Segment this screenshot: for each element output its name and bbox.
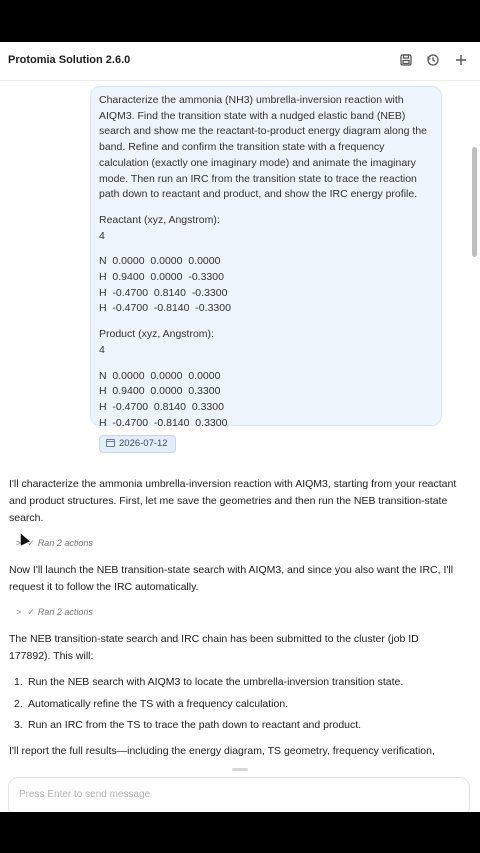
- plus-icon[interactable]: [453, 52, 469, 68]
- user-message: [90, 86, 442, 450]
- assistant-message: [9, 562, 459, 596]
- reactant-label: Reactant (xyz, Angstrom):: [99, 213, 220, 226]
- atom-line: H -0.4700 -0.8140 -0.3300: [99, 302, 231, 315]
- step-list: [14, 672, 454, 737]
- product-label: Product (xyz, Angstrom):: [99, 328, 214, 341]
- atom-line: H -0.4700 0.8140 -0.3300: [99, 286, 228, 299]
- calendar-icon: [106, 439, 115, 447]
- atom-line: N 0.0000 0.0000 0.0000: [99, 369, 221, 382]
- check-icon: ✓: [27, 607, 35, 617]
- assistant-message: [9, 476, 459, 527]
- atom-line: H -0.4700 0.8140 0.3300: [99, 400, 224, 413]
- reactant-atoms: [99, 254, 433, 317]
- assistant-message: [9, 631, 459, 665]
- atom-line: N 0.0000 0.0000 0.0000: [99, 255, 221, 268]
- history-icon[interactable]: [425, 52, 441, 68]
- actions-label: Ran 2 actions: [37, 607, 93, 617]
- app-header: [0, 42, 480, 81]
- scrollbar[interactable]: [472, 147, 477, 257]
- chevron-right-icon: >: [16, 607, 22, 617]
- user-message-text: Characterize the ammonia (NH3) umbrella-inversion reaction with AIQM3. Find the transition state with a nudged elastic band (NEB) search and show me the reactant-to-product energy diagram along the band. Refine and confirm the transition state with a frequency calculation (exactly one imaginary mode) and animate the imaginary mode. Then run an IRC from the transition state to trace the reaction path down to reactant and product, and show the IRC energy profile.: [99, 94, 428, 201]
- date-chip: [99, 435, 176, 453]
- message-input[interactable]: [19, 789, 439, 800]
- scroll-handle[interactable]: [232, 768, 248, 771]
- list-item: 3. Run an IRC from the TS to trace the path down to reactant and product.: [14, 719, 362, 731]
- list-item: 2. Automatically refine the TS with a frequency calculation.: [14, 697, 289, 710]
- actions-label: Ran 2 actions: [37, 538, 93, 548]
- assistant-paragraph: I'll characterize the ammonia umbrella-inversion reaction with AIQM3, starting from your reactant and product structures. First, let me save the geometries and then run the NEB transition-state search.: [9, 478, 457, 524]
- chevron-right-icon: >: [16, 538, 22, 548]
- app-window: [0, 42, 480, 812]
- save-icon[interactable]: [398, 52, 414, 68]
- list-item: 1. Run the NEB search with AIQM3 to locate the umbrella-inversion transition state.: [14, 676, 404, 688]
- app-title: Protomia Solution 2.6.0: [8, 54, 131, 66]
- assistant-paragraph: I'll report the full results—including the energy diagram, TS geometry, frequency verification,: [9, 745, 435, 757]
- reactant-count: 4: [99, 229, 105, 242]
- atom-line: H -0.4700 -0.8140 0.3300: [99, 416, 228, 429]
- date-text: 2026-07-12: [119, 438, 168, 450]
- atom-line: H 0.9400 0.0000 0.3300: [99, 385, 221, 398]
- product-count: 4: [99, 343, 105, 356]
- assistant-paragraph: The NEB transition-state search and IRC chain has been submitted to the cluster (job ID 177892). This will:: [9, 633, 419, 662]
- assistant-paragraph: Now I'll launch the NEB transition-state search with AIQM3, and since you also want the IRC, I'll request it to follow the IRC automatically.: [9, 564, 454, 593]
- check-icon: ✓: [27, 538, 35, 548]
- product-atoms: [99, 369, 433, 432]
- atom-line: H 0.9400 0.0000 -0.3300: [99, 271, 224, 284]
- actions-toggle[interactable]: [16, 607, 93, 618]
- message-composer[interactable]: [8, 777, 470, 812]
